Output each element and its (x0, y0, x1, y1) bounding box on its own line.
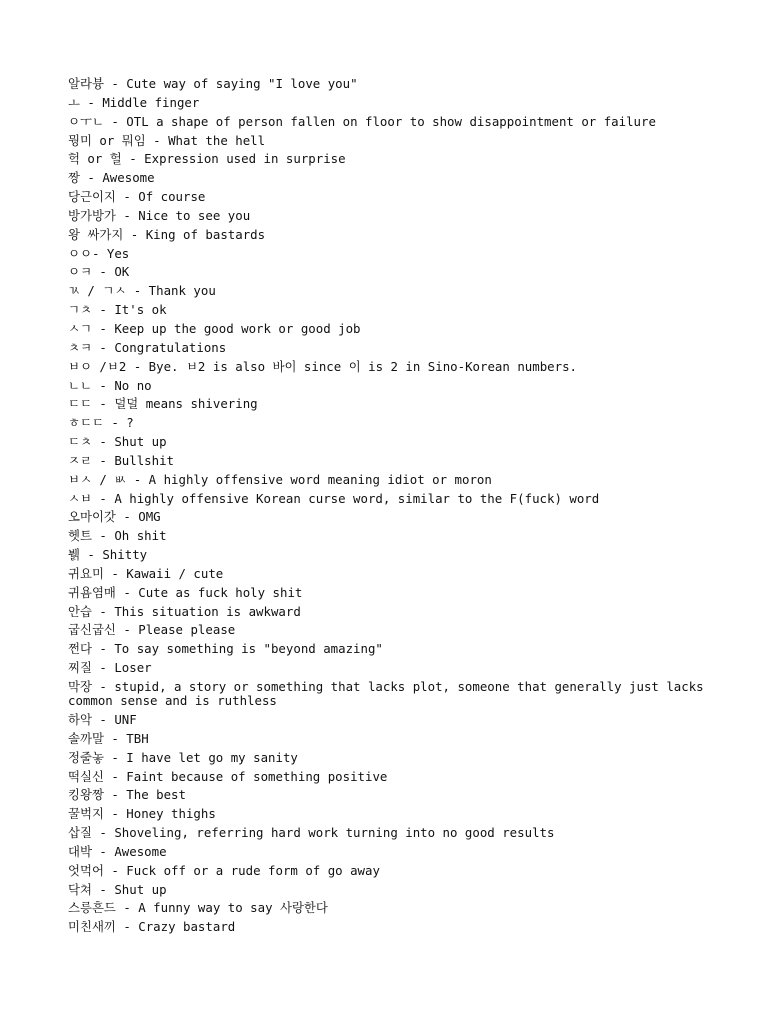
glossary-entry: 스릉흔드 - A funny way to say 사랑한다 (68, 900, 328, 916)
glossary-entry: ㅅㄱ - Keep up the good work or good job (68, 320, 361, 336)
glossary-entry: ㄱㅊ - It's ok (68, 302, 167, 318)
glossary-entry: 꿀벅지 - Honey thighs (68, 806, 216, 822)
glossary-entry: 짱 - Awesome (68, 170, 155, 186)
glossary-entry: ㅂㅇ /ㅂ2 - Bye. ㅂ2 is also 바이 since 이 is 2 in Sino-Korean numbers. (68, 358, 577, 374)
glossary-entry: 떡실신 - Faint because of something positive (68, 768, 388, 784)
glossary-entry: 귀욤염매 - Cute as fuck holy shit (68, 584, 303, 600)
glossary-entry: ㄴㄴ - No no (68, 377, 152, 393)
glossary-entry: 솔까말 - TBH (68, 730, 149, 746)
glossary-entry: ㅇㅜㄴ - OTL a shape of person fallen on floor to show disappointment or failure (68, 113, 656, 129)
glossary-entry: ㅅㅂ - A highly offensive Korean curse word, similar to the F(fuck) word (68, 490, 600, 506)
glossary-entry: 당근이지 - Of course (68, 189, 206, 205)
glossary-entry: ㅈㄹ - Bullshit (68, 452, 174, 468)
glossary-entry: ㅇㅋ - OK (68, 264, 130, 280)
glossary-entry: ㅂㅅ / ㅄ - A highly offensive word meaning idiot or moron (68, 471, 492, 487)
glossary-entry: 방가방가 - Nice to see you (68, 207, 251, 223)
glossary-entry: 굽신굽신 - Please please (68, 622, 236, 638)
glossary-entry: 킹왕짱 - The best (68, 787, 186, 803)
glossary-entry: 귀요미 - Kawaii / cute (68, 565, 224, 581)
glossary-entry: ㅎㄷㄷ - ? (68, 415, 134, 431)
glossary-entry: 삽질 - Shoveling, referring hard work turning into no good results (68, 825, 555, 841)
glossary-entry: 헉 or 헐 - Expression used in surprise (68, 151, 346, 167)
glossary-entry: ㄷㅊ - Shut up (68, 434, 167, 450)
glossary-entry: 뭥미 or 뭐임 - What the hell (68, 132, 266, 148)
glossary-entry: ㅗ - Middle finger (68, 94, 200, 110)
glossary-entry: 헷트 - Oh shit (68, 528, 167, 544)
glossary-entry: 막장 - stupid, a story or something that lacks plot, someone that generally just lacks common sense and is ruthless (68, 679, 704, 708)
glossary-entry: 뷁 - Shitty (68, 547, 148, 563)
glossary-entry: 대박 - Awesome (68, 843, 167, 859)
glossary-entry: ㄷㄷ - 덜덜 means shivering (68, 396, 258, 412)
glossary-entry: ㅇㅇ- Yes (68, 245, 130, 261)
glossary-entry: 미친새끼 - Crazy bastard (68, 919, 236, 935)
glossary-entry: 정줄놓 - I have let go my sanity (68, 749, 298, 765)
glossary-entry: 쩐다 - To say something is "beyond amazing" (68, 641, 383, 657)
glossary-entry: 오마이갓 - OMG (68, 509, 161, 525)
glossary-entry: ㅊㅋ - Congratulations (68, 339, 227, 355)
glossary-entry: 엇먹어 - Fuck off or a rude form of go away (68, 862, 380, 878)
glossary-entry: 알라븅 - Cute way of saying "I love you" (68, 76, 358, 91)
glossary-entry: 하악 - UNF (68, 712, 137, 727)
glossary-entry: 안습 - This situation is awkward (68, 603, 301, 619)
glossary-entry: 닥쳐 - Shut up (68, 881, 167, 897)
glossary-entry: 찌질 - Loser (68, 660, 152, 676)
glossary-entry: 왕 싸가지 - King of bastards (68, 226, 266, 242)
slang-glossary-list (68, 75, 708, 937)
glossary-entry: ㄳ / ㄱㅅ - Thank you (68, 283, 216, 299)
